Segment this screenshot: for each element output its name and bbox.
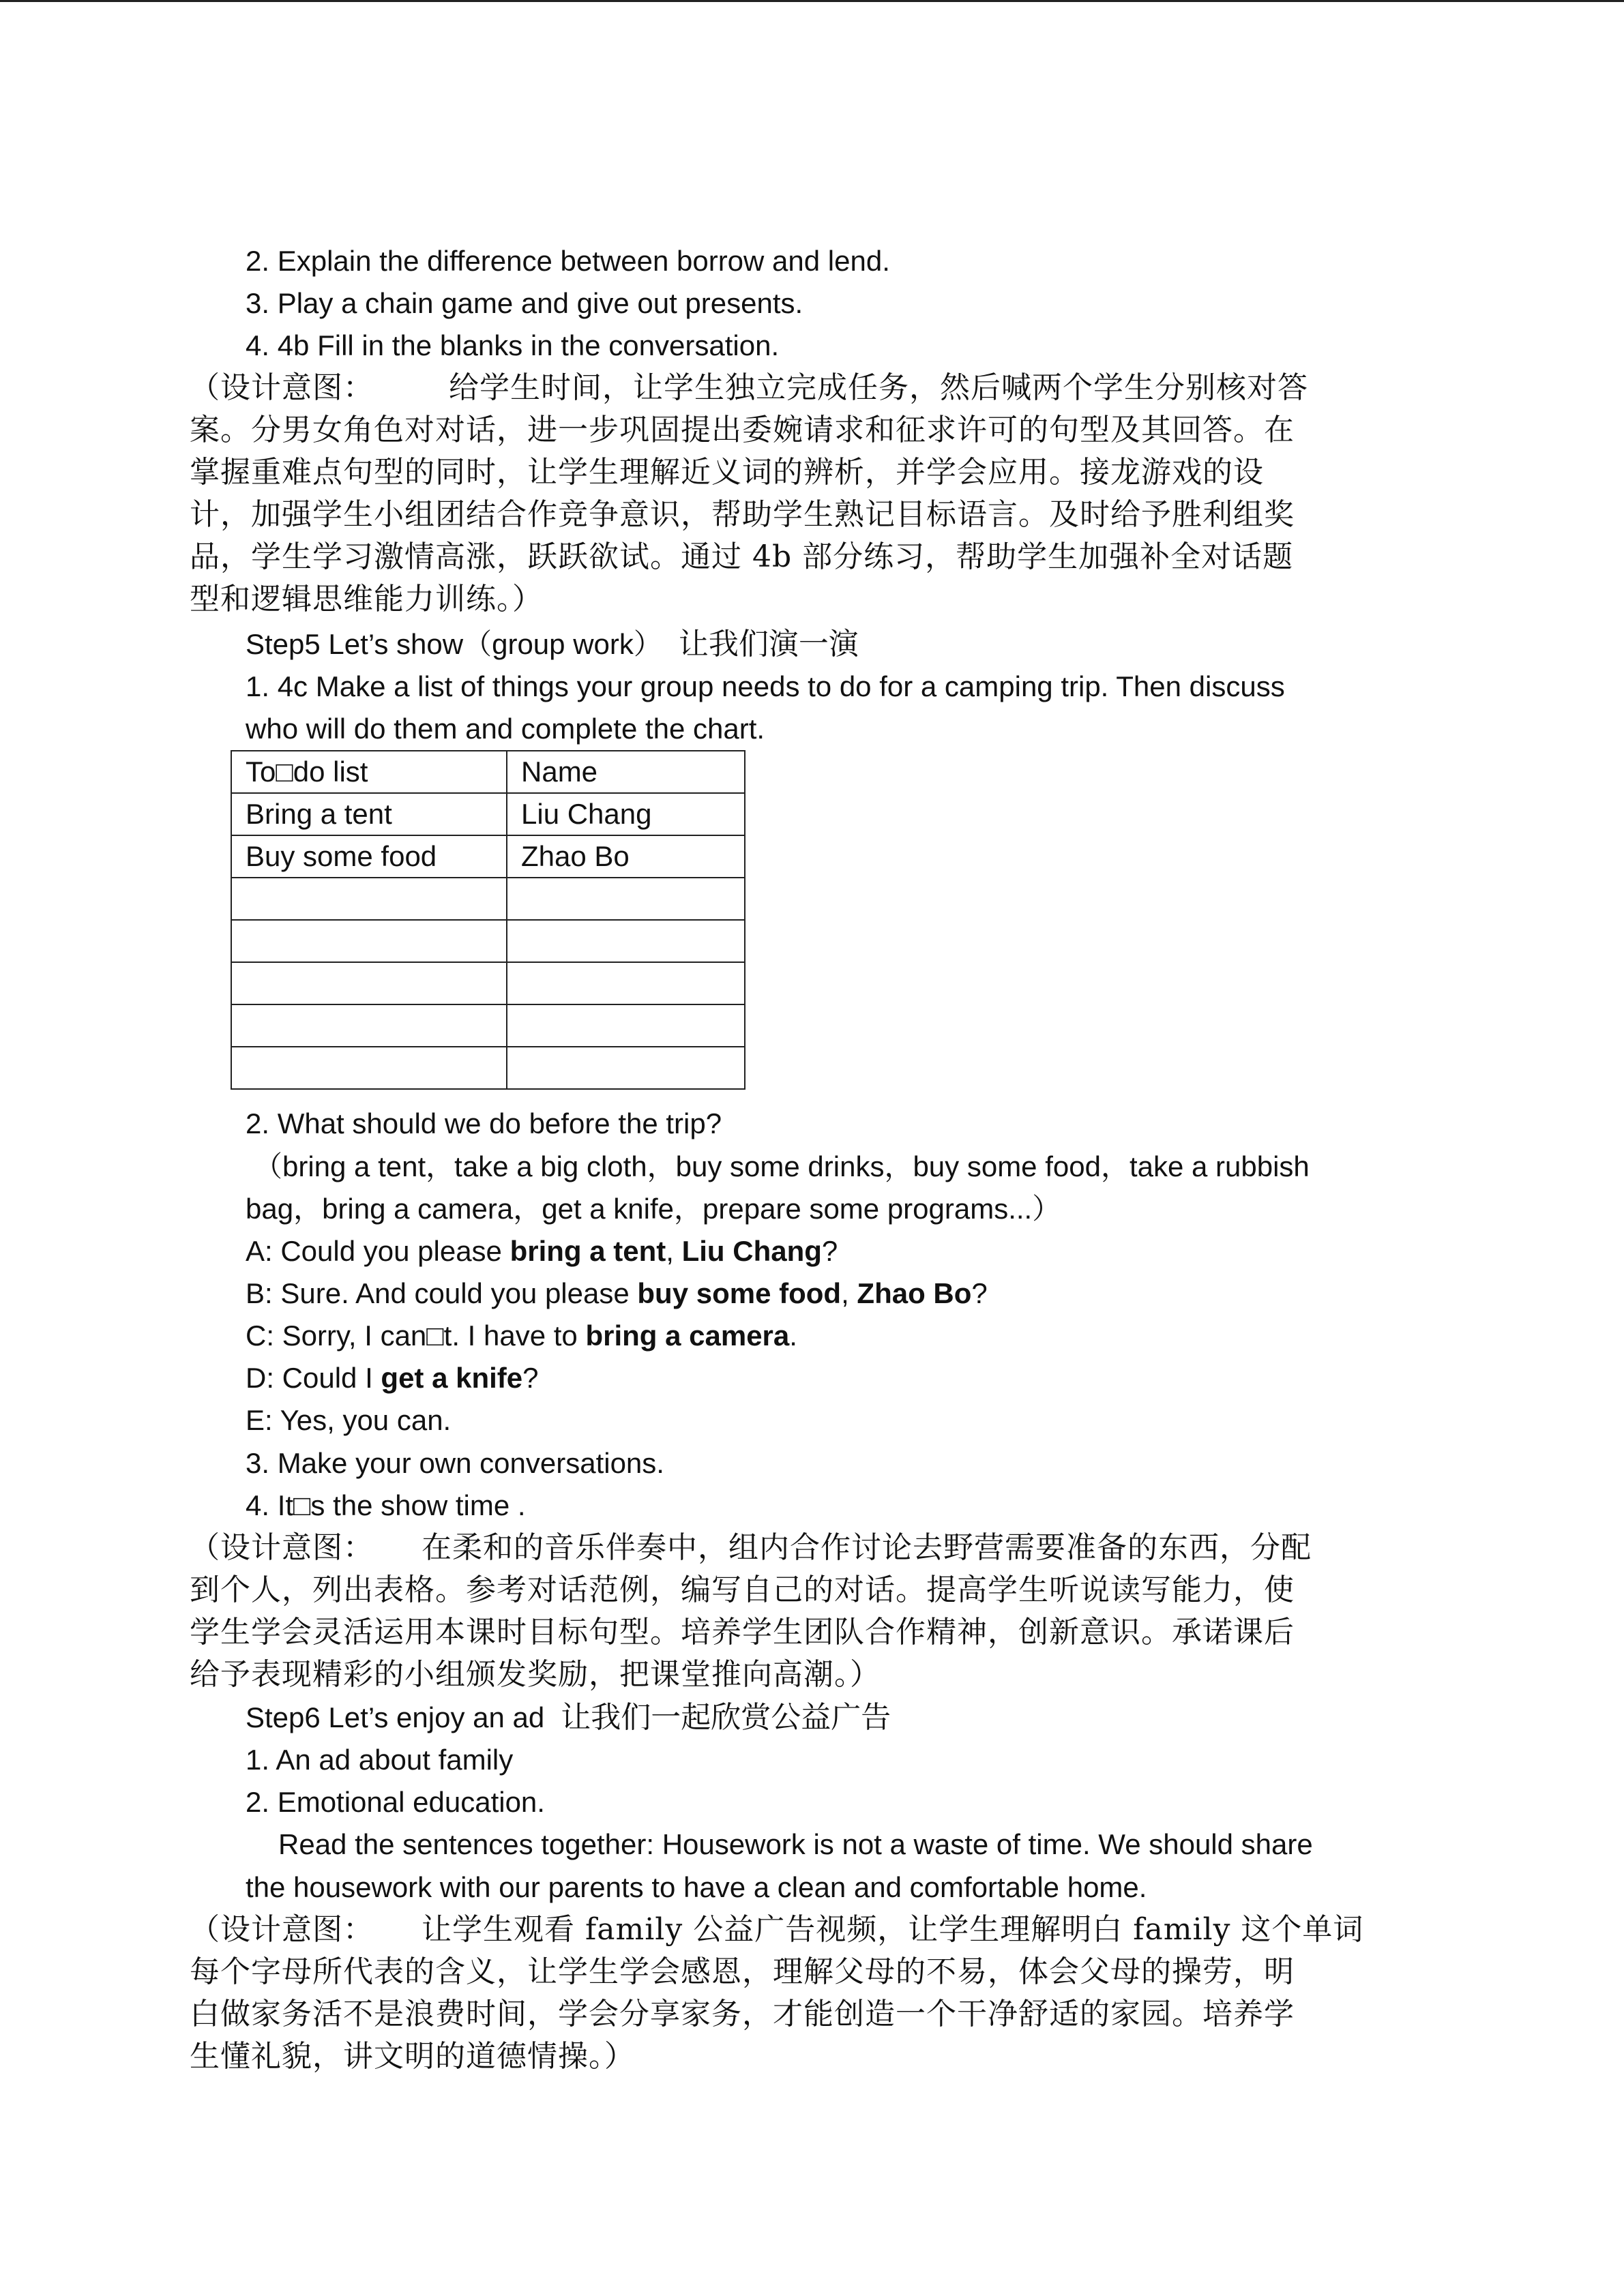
list-item: 1. An ad about family — [246, 1744, 514, 1776]
step6-title: Step6 Let’s enjoy an ad — [246, 1701, 545, 1733]
table-cell — [231, 1047, 507, 1089]
design-intent-paragraph — [190, 1527, 1312, 1568]
step6-title-cn: 让我们一起欣赏公益广告 — [561, 1700, 891, 1735]
table-row — [231, 920, 745, 962]
table-cell: Zhao Bo — [507, 835, 745, 878]
dialogue-keyword: buy some food — [637, 1277, 842, 1309]
dialogue-text: ? — [971, 1277, 988, 1309]
table-cell — [231, 962, 507, 1004]
dialogue-keyword: bring a camera — [585, 1320, 790, 1352]
table-cell — [231, 920, 507, 962]
design-intent-paragraph — [190, 1909, 1363, 1950]
dialogue-keyword: get a knife — [381, 1362, 523, 1394]
table-cell — [507, 878, 745, 920]
table-cell — [231, 1004, 507, 1047]
dialogue-line-e: E: Yes, you can. — [246, 1404, 452, 1436]
dialogue-line-a — [246, 1231, 838, 1272]
design-intent-text: 在柔和的音乐伴奏中，组内合作讨论去野营需要准备的东西，分配 — [422, 1530, 1312, 1565]
design-intent-text: 给予表现精彩的小组颁发奖励，把课堂推向高潮。） — [190, 1657, 881, 1692]
step5-heading — [246, 624, 859, 665]
dialogue-text: ? — [522, 1362, 539, 1394]
task-question: 2. What should we do before the trip? — [246, 1107, 722, 1139]
table-cell: Bring a tent — [231, 793, 507, 835]
table-row — [231, 1004, 745, 1047]
dialogue-text: D: Could I — [246, 1362, 381, 1394]
hint-list: bag，bring a camera，get a knife，prepare some programs...） — [246, 1193, 1061, 1225]
design-intent-text: 品，学生学习激情高涨，跃跃欲试。通过 4b 部分练习，帮助学生加强补全对话题 — [190, 539, 1294, 574]
list-item: 2. Explain the difference between borrow and lend. — [246, 245, 890, 277]
design-intent-text: 型和逻辑思维能力训练。） — [190, 582, 543, 616]
design-intent-label: （设计意图： — [190, 1530, 374, 1565]
dialogue-text: , — [841, 1277, 857, 1309]
design-intent-text: 白做家务活不是浪费时间，学会分享家务，才能创造一个干净舒适的家园。培养学 — [190, 1997, 1295, 2031]
dialogue-text: ? — [821, 1235, 838, 1267]
design-intent-label: （设计意图： — [190, 1912, 374, 1947]
table-cell — [507, 1004, 745, 1047]
todo-chart-table — [231, 750, 745, 1090]
dialogue-text: C: Sorry, I can□t. I have to — [246, 1320, 586, 1352]
dialogue-keyword: Liu Chang — [681, 1235, 822, 1267]
dialogue-text: A: Could you please — [246, 1235, 510, 1267]
table-row — [231, 962, 745, 1004]
list-item: 3. Play a chain game and give out presents. — [246, 287, 803, 319]
design-intent-text: 给学生时间，让学生独立完成任务，然后喊两个学生分别核对答 — [449, 370, 1308, 405]
design-intent-text: 到个人，列出表格。参考对话范例，编写自己的对话。提高学生听说读写能力，使 — [190, 1572, 1295, 1607]
dialogue-keyword: bring a tent — [510, 1235, 666, 1267]
table-cell — [507, 1047, 745, 1089]
design-intent-text: 每个字母所代表的含义，让学生学会感恩，理解父母的不易，体会父母的操劳，明 — [190, 1954, 1295, 1989]
table-header-row — [231, 751, 745, 793]
table-row — [231, 835, 745, 878]
table-cell: Liu Chang — [507, 793, 745, 835]
list-item: 4. 4b Fill in the blanks in the conversation. — [246, 329, 780, 361]
dialogue-text: . — [789, 1320, 797, 1352]
task-instruction: 1. 4c Make a list of things your group needs to do for a camping trip. Then discuss — [246, 670, 1285, 702]
table-header-todo: To□do list — [231, 751, 507, 793]
hint-list: （bring a tent，take a big cloth，buy some drinks，buy some food，take a rubbish — [254, 1150, 1310, 1182]
table-row — [231, 878, 745, 920]
dialogue-line-b — [246, 1273, 988, 1314]
table-cell — [507, 920, 745, 962]
design-intent-label: （设计意图： — [190, 370, 374, 405]
table-header-name: Name — [507, 751, 745, 793]
table-row — [231, 793, 745, 835]
design-intent-text: 计，加强学生小组团结合作竞争意识，帮助学生熟记目标语言。及时给予胜利组奖 — [190, 497, 1295, 532]
dialogue-line-c — [246, 1315, 797, 1356]
table-row — [231, 1047, 745, 1089]
design-intent-text: 让学生观看 family 公益广告视频，让学生理解明白 family 这个单词 — [422, 1912, 1364, 1947]
table-cell — [231, 878, 507, 920]
read-aloud-text: the housework with our parents to have a clean and comfortable home. — [246, 1871, 1147, 1903]
step6-heading — [246, 1697, 891, 1738]
list-item: 2. Emotional education. — [246, 1786, 545, 1818]
read-aloud-text: Read the sentences together: Housework is not a waste of time. We should share — [278, 1828, 1313, 1860]
list-item: 4. It□s the show time . — [246, 1489, 526, 1521]
dialogue-text: B: Sure. And could you please — [246, 1277, 638, 1309]
design-intent-paragraph — [190, 368, 1308, 408]
design-intent-text: 案。分男女角色对对话，进一步巩固提出委婉请求和征求许可的句型及其回答。在 — [190, 413, 1295, 447]
dialogue-text: , — [666, 1235, 682, 1267]
table-cell — [507, 962, 745, 1004]
design-intent-text: 生懂礼貌，讲文明的道德情操。） — [190, 2039, 635, 2074]
dialogue-keyword: Zhao Bo — [857, 1277, 972, 1309]
design-intent-text: 学生学会灵活运用本课时目标句型。培养学生团队合作精神，创新意识。承诺课后 — [190, 1615, 1295, 1650]
dialogue-line-d — [246, 1358, 539, 1399]
task-instruction: who will do them and complete the chart. — [246, 713, 765, 745]
step5-title: Step5 Let’s show（group work） — [246, 628, 662, 660]
design-intent-text: 掌握重难点句型的同时，让学生理解近义词的辨析，并学会应用。接龙游戏的设 — [190, 455, 1264, 490]
list-item: 3. Make your own conversations. — [246, 1447, 664, 1479]
step5-title-cn: 让我们演一演 — [678, 627, 859, 661]
table-cell: Buy some food — [231, 835, 507, 878]
